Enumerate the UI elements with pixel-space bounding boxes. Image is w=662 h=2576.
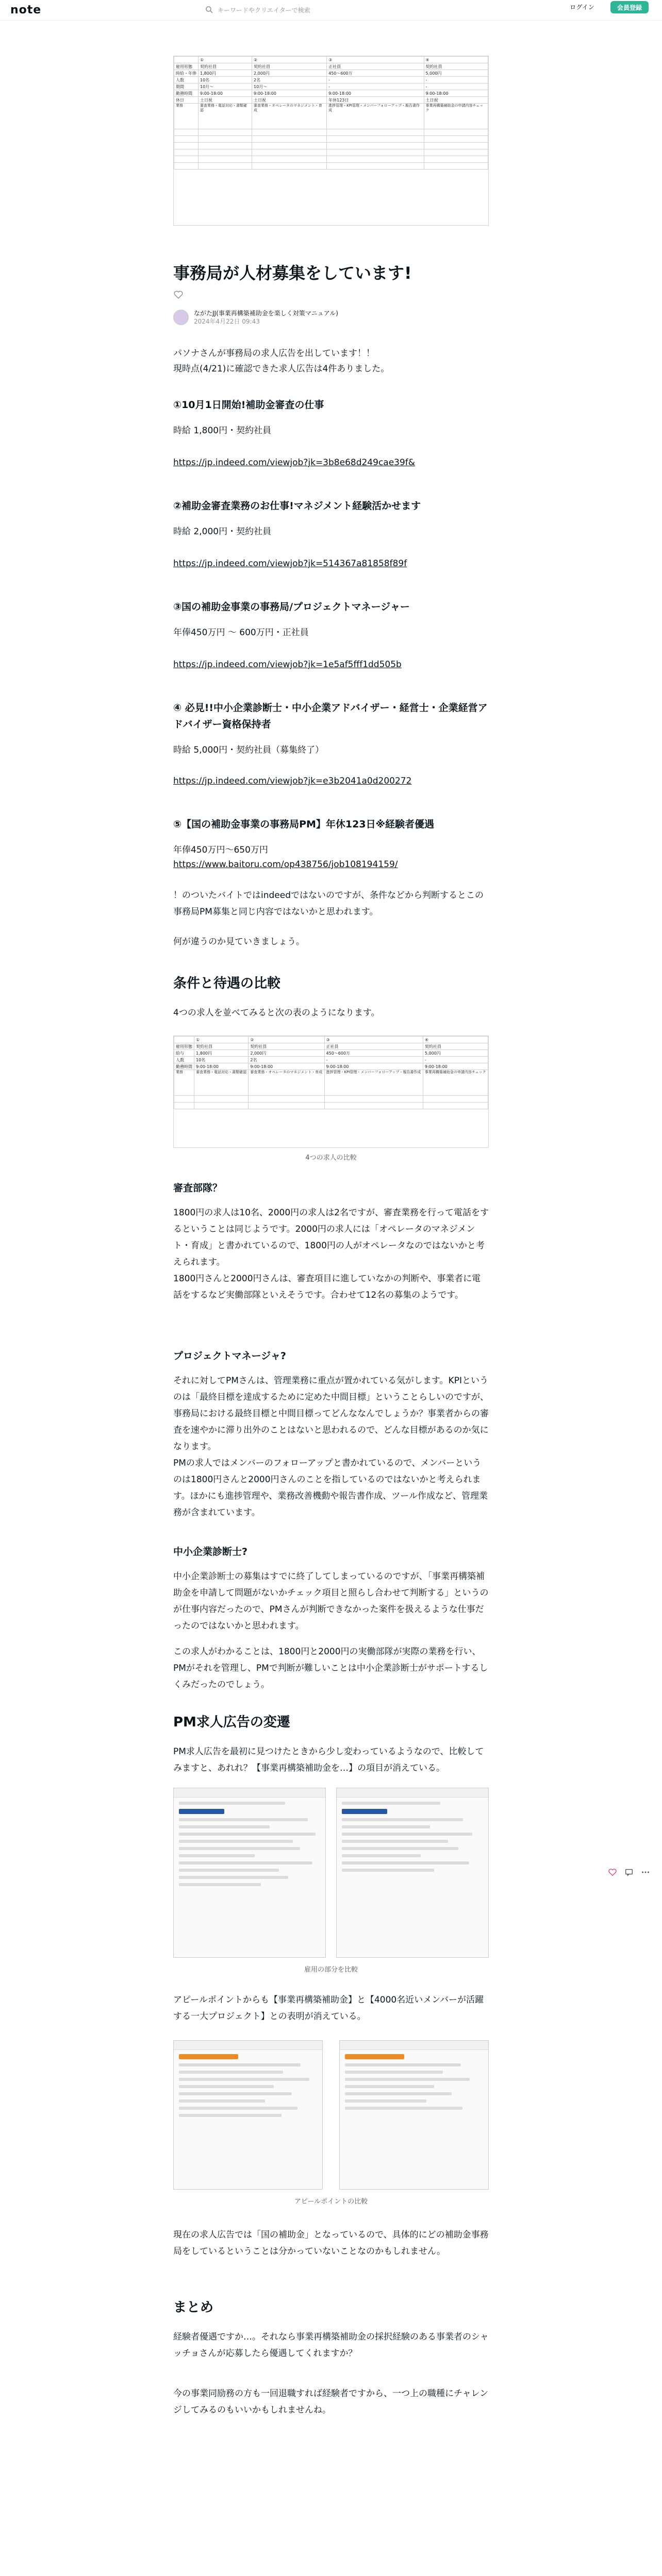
login-button[interactable]: ログイン [570, 3, 594, 11]
note-baitoru: ！のついたバイトではindeedではないのですが、条件などから判断するとこの事務局PM募集と同じ内容ではないかと思われます。 [173, 890, 484, 917]
shindan-paragraph-2: この求人がわかることは、1800円と2000円の実働部隊が実際の業務を行い、PMがそれを管理し、PMで判断が難しいことは中小企業診断士がサポートするしくみだったのでしょう。 [173, 1647, 488, 1690]
float-comment-button[interactable] [623, 1866, 635, 1878]
sub-heading-pm: プロジェクトマネージャ? [173, 1350, 286, 1362]
pm-ad-old-screenshot [173, 1788, 326, 1958]
job-desc-4: 時給 5,000円・契約社員（募集終了） [173, 745, 324, 755]
note-lead: 何が違うのか見ていきましょう。 [173, 937, 305, 947]
job-heading-1: ①10月1日開始!補助金審査の仕事 [173, 399, 324, 411]
section-heading-pm-change: PM求人広告の変遷 [173, 1715, 290, 1730]
table-caption: 4つの求人の比較 [305, 1154, 357, 1162]
compare-intro: 4つの求人を並べてみると次の表のようになります。 [173, 1008, 380, 1018]
author-row[interactable] [173, 309, 338, 326]
shot1-caption: 雇用の部分を比較 [304, 1966, 358, 1974]
author-name[interactable]: ながたJJ(事業再構築補助金を楽しく対策マニュアル) [194, 310, 338, 317]
header-spreadsheet-image: ① ② ③ ④ 雇用形態 契約社員 契約社員 正社員 契約社員 時給・年俸 1,800円 2,000円 450～600万 5,000円 人数 10名 2名 - - 期間 10月～ 10月～ - - 勤務時間 9:00-18:00 9:00-18:00 9:00-18:00 9:00-18:00 休日 土日祝 土日祝 年休123日 土日祝 業務 審査業務・電話対応・書類確認 審査業務・オペレータのマネジメント・育成 進捗管理・KPI管理・メンバーフォローアップ・報告書作成 事業再構築補助金の申請内容チェック [173, 56, 489, 226]
more-icon [641, 1868, 650, 1877]
job-link-2[interactable]: https://jp.indeed.com/viewjob?jk=514367a81858f89f [173, 558, 407, 569]
job-desc-1: 時給 1,800円・契約社員 [173, 426, 272, 436]
job-heading-3: ③国の補助金事業の事務局/プロジェクトマネージャー [173, 601, 410, 613]
article-title: 事務局が人材募集をしています! [173, 263, 412, 283]
search-icon [205, 6, 213, 14]
job-heading-4: ④ 必見!!中小企業診断士・中小企業アドバイザー・経営士・企業経営アドバイザー資格保持者 [173, 702, 488, 730]
sub-heading-shinsa: 審査部隊？ [173, 1182, 223, 1194]
heart-icon [608, 1868, 617, 1877]
summary-paragraph-2: 今の事業同励務の方も一回退職すれば経験者ですから、一つ上の職種にチャレンジしてみるのもいいかもしれませんね。 [173, 2388, 489, 2415]
pm-change-intro: PM求人広告を最初に見つけたときから少し変わっているようなので、比較してみますと、あれれ？【事業再構築補助金を…】の項目が消えている。 [173, 1747, 484, 1773]
appeal-paragraph: アピールポイントからも【事業再構築補助金】と【4000名近いメンバーが活躍する一大プロジェクト】との表明が消えている。 [173, 1995, 484, 2022]
appeal-new-screenshot [339, 2040, 489, 2190]
shinsa-paragraph-1: 1800円の求人は10名、2000円の求人は2名ですが、審査業務を行って電話をするということは同じようです。2000円の求人には「オペレータのマネジメント・育成」と書かれているので、1800円の人がオペレータなのではないかと考えられます。 [173, 1208, 489, 1267]
intro-line-2: 現時点(4/21)に確認できた求人広告は4件ありました。 [173, 364, 390, 374]
publish-date: 2024年4月22日 09:43 [194, 318, 260, 325]
job-desc-3: 年俸450万円 ～ 600万円・正社員 [173, 628, 309, 638]
job-link-4[interactable]: https://jp.indeed.com/viewjob?jk=e3b2041a0d200272 [173, 776, 412, 786]
site-header [0, 0, 662, 21]
author-avatar[interactable] [173, 310, 189, 325]
intro-line-1: パソナさんが事務局の求人広告を出しています！！ [173, 348, 375, 359]
comparison-table-image: ① ② ③ ④ 雇用形態 契約社員 契約社員 正社員 契約社員 給与 1,800円 2,000円 450～600万 5,000円 人数 10名 2名 - - 勤務時間 9:00-18:00 9:00-18:00 9:00-18:00 9:00-18:00 業務 審査業務・電話対応・書類確認 審査業務・オペレータのマネジメント・育成 進捗管理・KPI管理・メンバーフォローアップ・報告書作成 事業再構築補助金の申請内容チェック [173, 1036, 489, 1148]
summary-paragraph-1: 経験者優遇ですか…。それなら事業再構築補助金の採択経験のある事業者のシャッチョさんが応募したら優遇してくれますか？ [173, 2332, 489, 2359]
comment-icon [624, 1868, 634, 1877]
current-paragraph: 現在の求人広告では「国の補助金」となっているので、具体的にどの補助金事務局をしているということは分かっていないことなのかもしれません。 [173, 2230, 489, 2257]
job-heading-5: ⑤【国の補助金事業の事務局PM】年休123日※経験者優遇 [173, 819, 435, 830]
section-heading-compare: 条件と待遇の比較 [173, 976, 281, 991]
pm-paragraph-2: PMの求人ではメンバーのフォローアップと書かれているので、メンバーというのは1800円さんと2000円さんのことを指しているのではないかと考えられます。ほかにも進捗管理や、業務改善機動や報告書作成、ツール作成など、管理業務が含まれています。 [173, 1458, 488, 1518]
job-heading-2: ②補助金審査業務のお仕事!マネジメント経験活かせます [173, 500, 421, 512]
search-placeholder: キーワードやクリエイターで検索 [218, 6, 310, 14]
job-desc-5: 年俸450万円～650万円 [173, 845, 268, 855]
job-link-5[interactable]: https://www.baitoru.com/op438756/job108194159/ [173, 859, 398, 870]
appeal-old-screenshot [173, 2040, 323, 2190]
note-logo[interactable]: note [10, 4, 42, 16]
signup-button[interactable]: 会員登録 [610, 1, 649, 13]
job-desc-2: 時給 2,000円・契約社員 [173, 527, 272, 537]
job-link-1[interactable]: https://jp.indeed.com/viewjob?jk=3b8e68d249cae39f& [173, 457, 416, 468]
job-link-3[interactable]: https://jp.indeed.com/viewjob?jk=1e5af5fff1dd505b [173, 659, 402, 670]
heart-icon[interactable] [173, 290, 184, 300]
search-input[interactable] [202, 3, 331, 16]
float-more-button[interactable] [639, 1866, 652, 1878]
pm-ad-new-screenshot [336, 1788, 489, 1958]
sub-heading-shindan: 中小企業診断士? [173, 1546, 248, 1557]
float-like-button[interactable] [606, 1866, 619, 1878]
shindan-paragraph-1: 中小企業診断士の募集はすでに終了してしまっているのですが、「事業再構築補助金を申請して問題がないかチェック項目と照らし合わせて判断する」というのが仕事内容だったので、PMさんが判断できなかった案件を扱えるような仕事だったのではないかと思われます。 [173, 1571, 489, 1631]
pm-paragraph-1: それに対してPMさんは、管理業務に重点が置かれている気がします。KPIというのは「最終目標を達成するために定めた中間目標」ということらしいのですが、事務局における最終目標と中間目標ってどんななんでしょうか？事業者からの審査を速やかに滞り出外のことはないと思われるので、どんな目標があるのか気になります。 [173, 1376, 489, 1452]
section-heading-summary: まとめ [173, 2300, 214, 2315]
shinsa-paragraph-2: 1800円さんと2000円さんは、審査項目に進していなかの判断や、事業者に電話をするなど実働部隊といえそうです。合わせて12名の募集のようです。 [173, 1274, 481, 1300]
shot2-caption: アピールポイントの比較 [294, 2198, 368, 2206]
